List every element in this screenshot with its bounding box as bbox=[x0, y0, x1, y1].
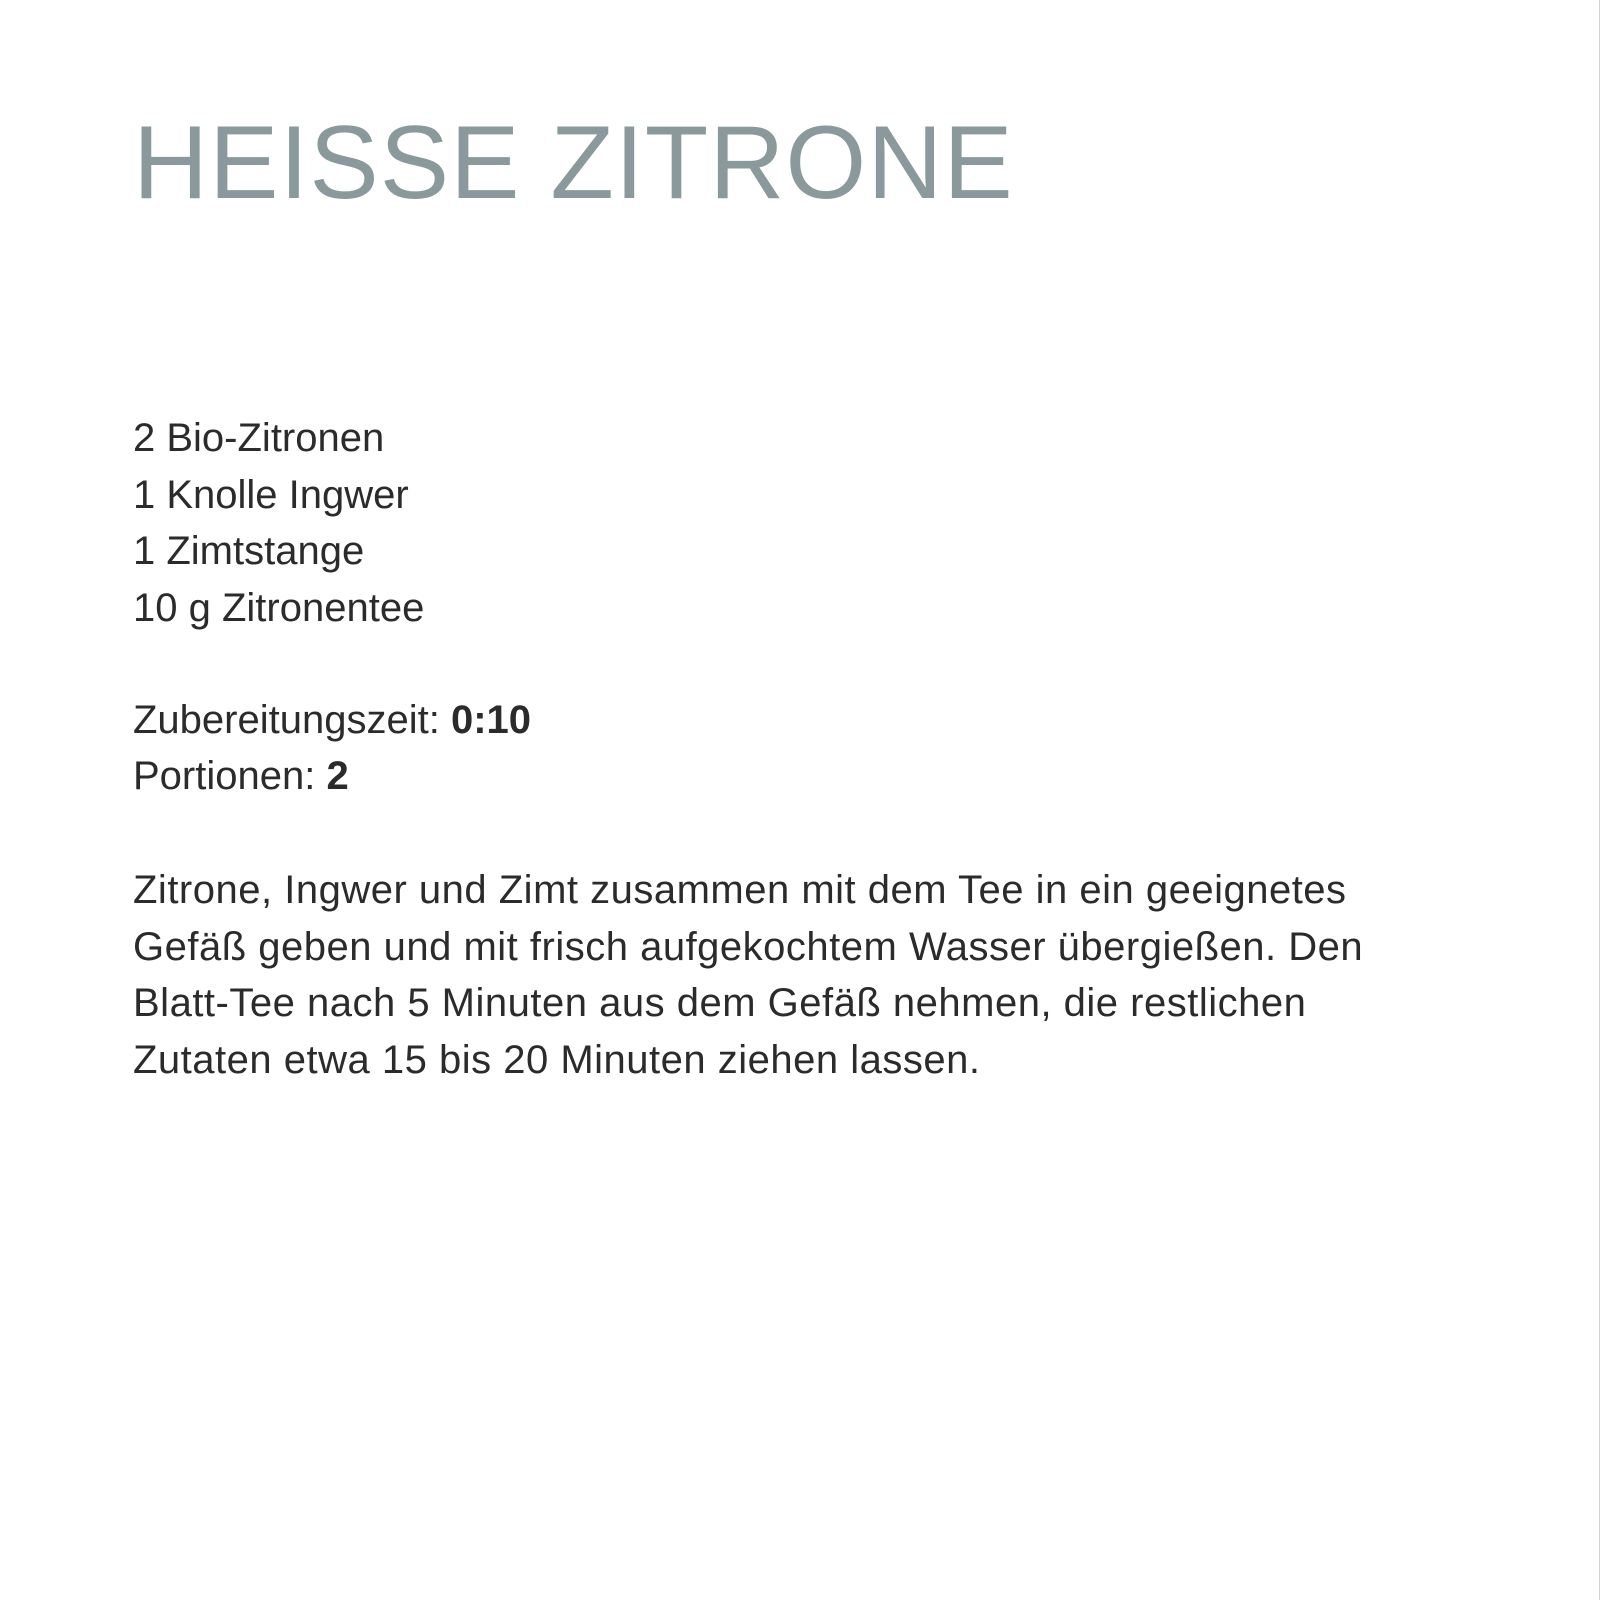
servings-label: Portionen: bbox=[133, 754, 316, 798]
ingredient-item: 2 Bio-Zitronen bbox=[133, 416, 385, 460]
ingredient-item: 1 Knolle Ingwer bbox=[133, 472, 409, 517]
recipe-title: HEISSE ZITRONE bbox=[133, 105, 1014, 221]
ingredient-item: 1 Zimtstange bbox=[133, 529, 365, 573]
recipe-meta bbox=[133, 692, 531, 804]
prep-time-row bbox=[133, 692, 531, 748]
servings-row bbox=[133, 748, 531, 804]
servings-value: 2 bbox=[326, 754, 349, 798]
prep-time-label: Zubereitungszeit: bbox=[133, 698, 440, 742]
prep-time-value: 0:10 bbox=[450, 698, 532, 742]
recipe-instructions: Zitrone, Ingwer und Zimt zusammen mit dem Tee in ein geeignetes Gefäß geben und mit frisch aufgekochtem Wasser übergießen. Den Blatt-Tee nach 5 Minuten aus dem Gefäß nehmen, die restlichen Zutaten etwa 15 bis 20 Minuten ziehen lassen. bbox=[133, 868, 1364, 1082]
ingredient-item: 10 g Zitronentee bbox=[133, 585, 425, 630]
ingredient-list bbox=[133, 410, 424, 636]
